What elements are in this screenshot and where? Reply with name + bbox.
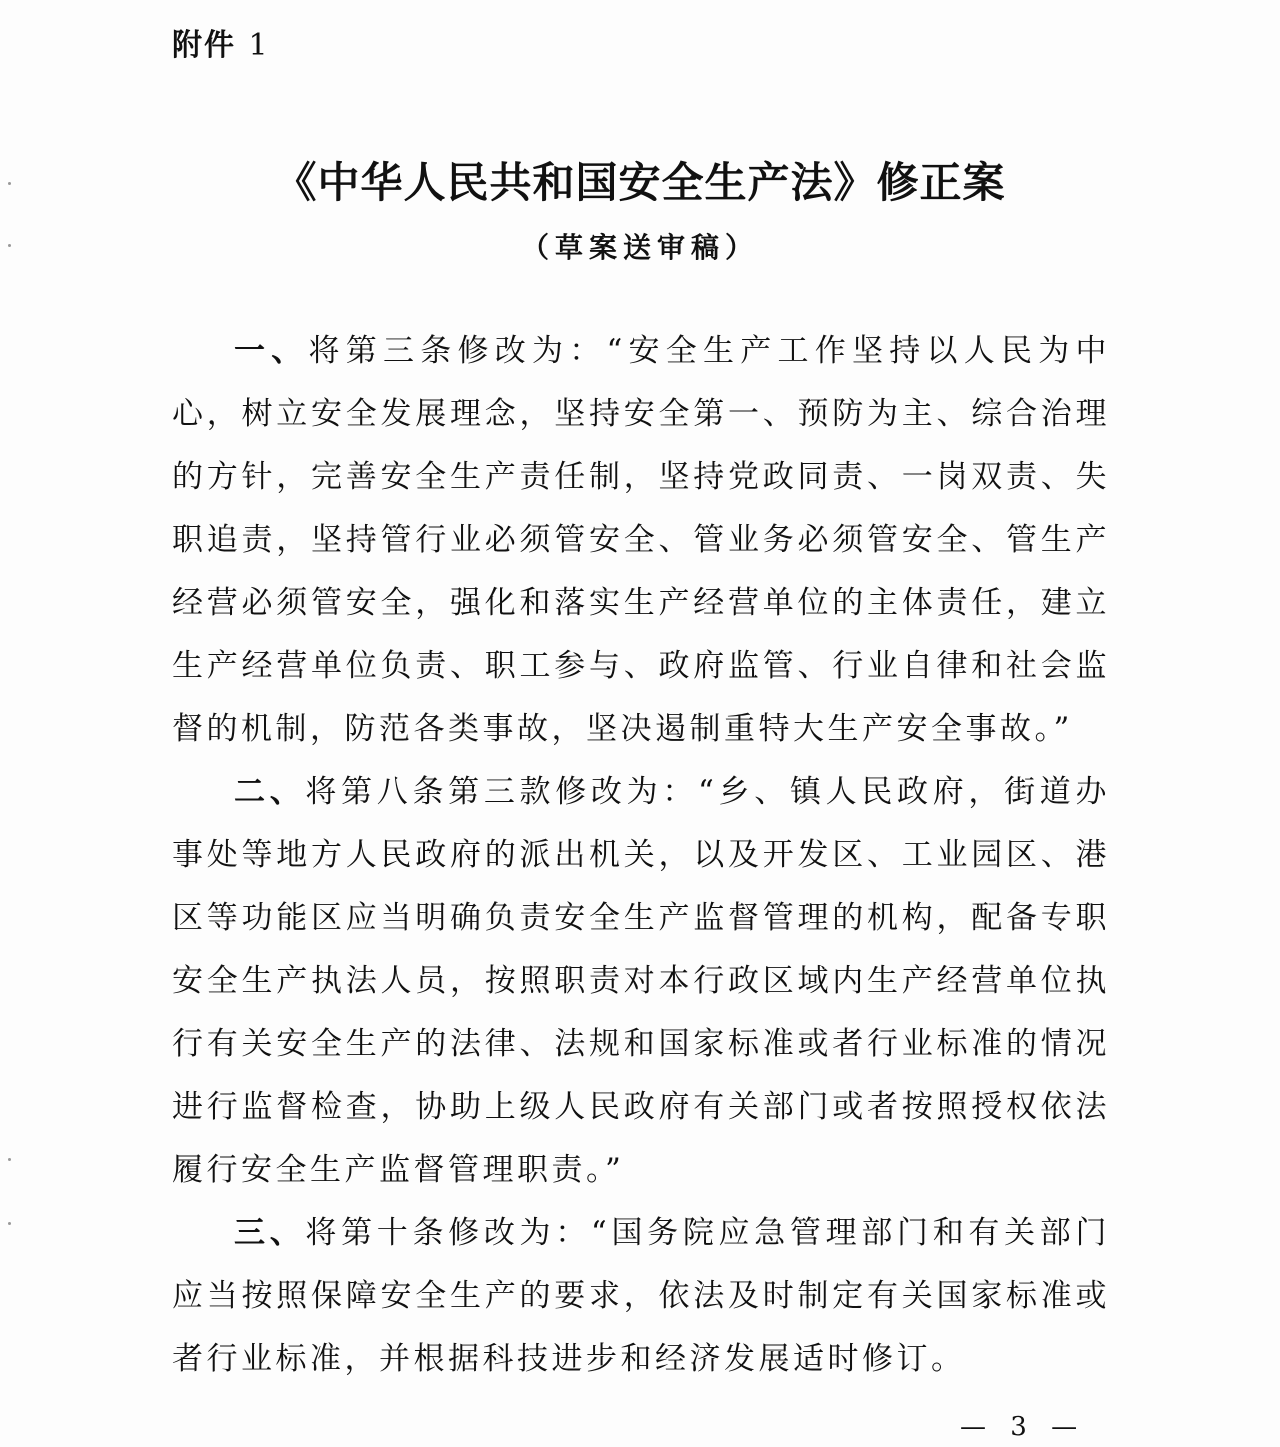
paragraph-3-text: 将第十条修改为：“国务院应急管理部门和有关部门应当按照保障安全生产的要求，依法及时制定有关国家标准或者行业标准，并根据科技进步和经济发展适时修订。	[172, 1215, 1110, 1377]
attachment-number: 1	[248, 28, 270, 63]
paragraph-1-lead: 一、	[234, 333, 309, 369]
paragraph-2-lead: 二、	[234, 774, 306, 810]
document-subtitle: （草案送审稿）	[520, 231, 759, 264]
paragraph-3	[172, 1202, 1110, 1391]
paragraph-1-text: 将第三条修改为：“安全生产工作坚持以人民为中心，树立安全发展理念，坚持安全第一、预防为主、综合治理的方针，完善安全生产责任制，坚持党政同责、一岗双责、失职追责，坚持管行业必须管安全、管业务必须管安全、管生产经营必须管安全，强化和落实生产经营单位的主体责任，建立生产经营单位负责、职工参与、政府监管、行业自律和社会监督的机制，防范各类事故，坚决遏制重特大生产安全事故。”	[172, 333, 1110, 747]
scan-speck	[8, 1158, 11, 1161]
page-number: — 3 —	[960, 1412, 1086, 1442]
attachment-label-text: 附件	[172, 28, 236, 63]
scan-speck	[8, 1222, 11, 1225]
document-title: 《中华人民共和国安全生产法》修正案	[274, 158, 1006, 207]
paragraph-1	[172, 320, 1110, 761]
paragraph-2-text: 将第八条第三款修改为：“乡、镇人民政府，街道办事处等地方人民政府的派出机关，以及开发区、工业园区、港区等功能区应当明确负责安全生产监督管理的机构，配备专职安全生产执法人员，按照职责对本行政区域内生产经营单位执行有关安全生产的法律、法规和国家标准或者行业标准的情况进行监督检查，协助上级人民政府有关部门或者按照授权依法履行安全生产监督管理职责。”	[172, 774, 1110, 1188]
attachment-label	[172, 20, 270, 64]
scan-speck	[8, 182, 11, 185]
paragraph-2	[172, 761, 1110, 1202]
paragraph-3-lead: 三、	[234, 1215, 306, 1251]
document-body	[172, 320, 1110, 1391]
scan-speck	[8, 244, 11, 247]
